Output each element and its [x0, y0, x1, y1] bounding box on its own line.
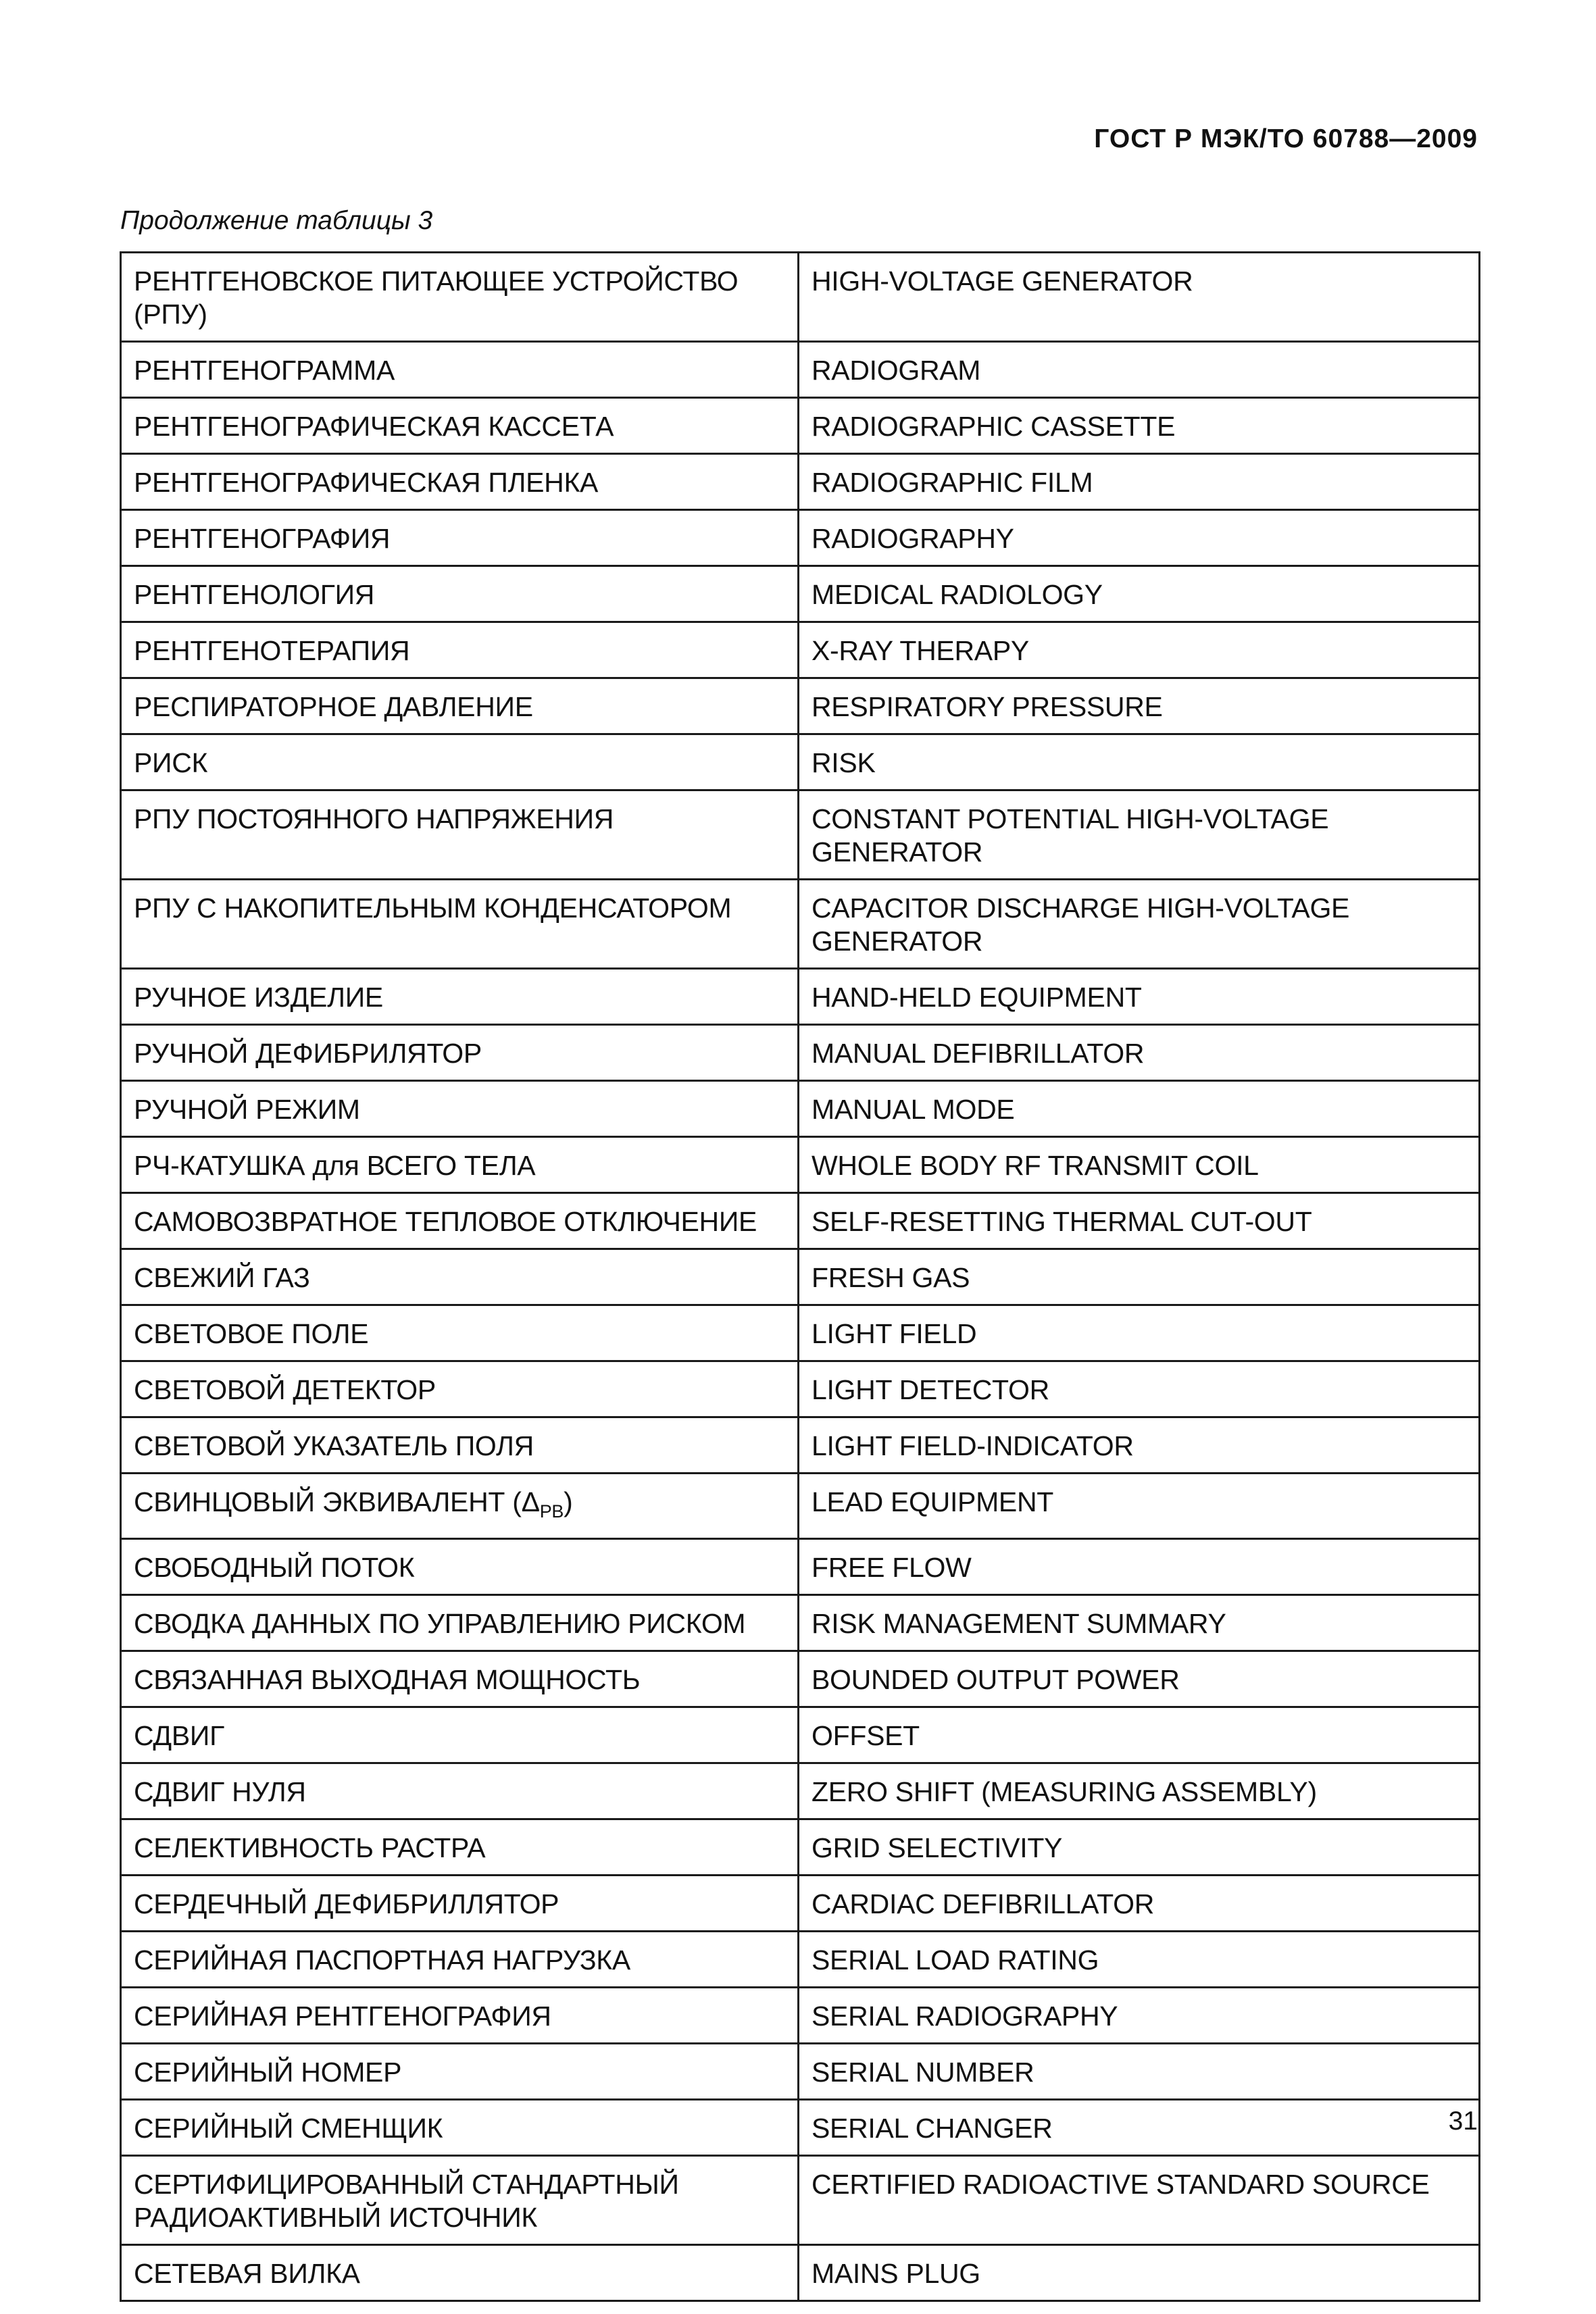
term-en: LIGHT FIELD — [812, 1318, 977, 1349]
term-ru: РПУ ПОСТОЯННОГО НАПРЯЖЕНИЯ — [134, 803, 614, 834]
table-row — [121, 1539, 1480, 1595]
term-en: CARDIAC DEFIBRILLATOR — [812, 1888, 1155, 1920]
term-ru-cell — [121, 1305, 799, 1361]
table-row — [121, 342, 1480, 398]
table-row — [121, 734, 1480, 790]
term-ru-cell — [121, 2156, 799, 2245]
term-en: RESPIRATORY PRESSURE — [812, 691, 1163, 722]
term-en-cell — [799, 1932, 1480, 1988]
term-ru: СЕРИЙНЫЙ СМЕНЩИК — [134, 2113, 443, 2144]
term-ru: СВЕТОВОЙ УКАЗАТЕЛЬ ПОЛЯ — [134, 1430, 534, 1461]
term-ru: СЕРИЙНЫЙ НОМЕР — [134, 2057, 402, 2088]
term-ru-cell — [121, 342, 799, 398]
term-ru: СЕТЕВАЯ ВИЛКА — [134, 2258, 360, 2290]
term-en: SERIAL CHANGER — [812, 2113, 1053, 2144]
term-en-cell — [799, 1417, 1480, 1474]
term-ru-cell — [121, 253, 799, 342]
table-row — [121, 1595, 1480, 1651]
term-en: WHOLE BODY RF TRANSMIT COIL — [812, 1150, 1259, 1181]
term-ru: РЕНТГЕНОГРАФИЧЕСКАЯ КАССЕТА — [134, 411, 614, 442]
term-en: RADIOGRAPHIC CASSETTE — [812, 411, 1176, 442]
term-ru: СВЕТОВОЕ ПОЛЕ — [134, 1318, 369, 1349]
term-ru: РЕНТГЕНОВСКОЕ ПИТАЮЩЕЕ УСТРОЙСТВО (РПУ) — [134, 266, 739, 330]
table-row — [121, 1137, 1480, 1193]
term-en-cell — [799, 1137, 1480, 1193]
term-en-cell — [799, 1249, 1480, 1305]
table-row — [121, 454, 1480, 510]
term-ru-cell — [121, 1137, 799, 1193]
term-ru: РУЧНОЕ ИЗДЕЛИЕ — [134, 982, 383, 1013]
term-en-cell — [799, 454, 1480, 510]
term-en-cell — [799, 1595, 1480, 1651]
term-en-cell — [799, 678, 1480, 734]
term-en-cell — [799, 566, 1480, 622]
term-ru: СЕРТИФИЦИРОВАННЫЙ СТАНДАРТНЫЙ РАДИОАКТИВНЫЙ ИСТОЧНИК — [134, 2169, 679, 2234]
table-row — [121, 1651, 1480, 1707]
term-ru-cell — [121, 880, 799, 969]
term-ru-cell — [121, 790, 799, 880]
term-en-cell — [799, 880, 1480, 969]
table-row — [121, 566, 1480, 622]
term-en-cell — [799, 1707, 1480, 1763]
term-en: RADIOGRAM — [812, 355, 981, 386]
term-en-cell — [799, 1819, 1480, 1876]
term-ru-cell — [121, 622, 799, 678]
term-en-cell — [799, 1988, 1480, 2044]
term-en-cell — [799, 1361, 1480, 1417]
table-row — [121, 2044, 1480, 2100]
term-ru: РУЧНОЙ ДЕФИБРИЛЯТОР — [134, 1038, 482, 1069]
table-row — [121, 1819, 1480, 1876]
table-row — [121, 622, 1480, 678]
term-en: MANUAL DEFIBRILLATOR — [812, 1038, 1145, 1069]
standard-code: ГОСТ Р МЭК/ТО 60788—2009 — [1094, 124, 1478, 153]
term-en: RISK — [812, 747, 876, 778]
term-ru-cell — [121, 510, 799, 566]
table-row — [121, 1707, 1480, 1763]
term-ru: СЕРДЕЧНЫЙ ДЕФИБРИЛЛЯТОР — [134, 1888, 559, 1920]
table-row — [121, 2100, 1480, 2156]
term-en-cell — [799, 1193, 1480, 1249]
term-ru-cell — [121, 1763, 799, 1819]
term-ru-cell — [121, 1474, 799, 1539]
term-ru: РПУ С НАКОПИТЕЛЬНЫМ КОНДЕНСАТОРОМ — [134, 892, 732, 924]
term-ru-cell — [121, 1249, 799, 1305]
term-en: MEDICAL RADIOLOGY — [812, 579, 1103, 610]
table-row — [121, 678, 1480, 734]
term-ru: СВОДКА ДАННЫХ ПО УПРАВЛЕНИЮ РИСКОМ — [134, 1608, 746, 1640]
term-ru-cell — [121, 1025, 799, 1081]
table-row — [121, 510, 1480, 566]
term-ru-cell — [121, 2044, 799, 2100]
term-en: FREE FLOW — [812, 1552, 972, 1584]
term-ru: РЕСПИРАТОРНОЕ ДАВЛЕНИЕ — [134, 691, 533, 722]
term-en-cell — [799, 969, 1480, 1025]
term-en-cell — [799, 1305, 1480, 1361]
term-ru: РЕНТГЕНОГРАФИЧЕСКАЯ ПЛЕНКА — [134, 467, 599, 498]
table-row — [121, 1025, 1480, 1081]
term-ru-cell — [121, 454, 799, 510]
term-en: SERIAL LOAD RATING — [812, 1944, 1099, 1976]
table-row — [121, 2156, 1480, 2245]
term-ru: РИСК — [134, 747, 208, 778]
table-row — [121, 1932, 1480, 1988]
term-en-cell — [799, 342, 1480, 398]
table-row — [121, 790, 1480, 880]
term-en-cell — [799, 1081, 1480, 1137]
term-ru-cell — [121, 398, 799, 454]
term-ru-cell — [121, 1651, 799, 1707]
term-en-cell — [799, 253, 1480, 342]
term-en: SERIAL NUMBER — [812, 2057, 1034, 2088]
term-en: X-RAY THERAPY — [812, 635, 1029, 666]
term-en-cell — [799, 1763, 1480, 1819]
term-en-cell — [799, 734, 1480, 790]
term-ru-cell — [121, 1539, 799, 1595]
term-en-cell — [799, 622, 1480, 678]
term-ru-cell — [121, 1193, 799, 1249]
term-ru: САМОВОЗВРАТНОЕ ТЕПЛОВОЕ ОТКЛЮЧЕНИЕ — [134, 1206, 757, 1237]
term-ru: РЕНТГЕНОГРАФИЯ — [134, 523, 391, 554]
table-row — [121, 1876, 1480, 1932]
term-en: HIGH-VOLTAGE GENERATOR — [812, 266, 1193, 297]
closing-paren: ) — [564, 1486, 573, 1517]
table-row — [121, 253, 1480, 342]
term-ru: СВИНЦОВЫЙ ЭКВИВАЛЕНТ ( — [134, 1486, 522, 1517]
term-en: ZERO SHIFT (MEASURING ASSEMBLY) — [812, 1776, 1317, 1808]
term-ru: РЕНТГЕНОТЕРАПИЯ — [134, 635, 410, 666]
term-ru-cell — [121, 2245, 799, 2301]
table-row — [121, 1193, 1480, 1249]
term-ru-cell — [121, 1932, 799, 1988]
term-ru-cell — [121, 1361, 799, 1417]
term-ru: СЕРИЙНАЯ РЕНТГЕНОГРАФИЯ — [134, 2001, 551, 2032]
term-en: LIGHT DETECTOR — [812, 1374, 1049, 1405]
term-ru-cell — [121, 566, 799, 622]
term-ru-cell — [121, 1819, 799, 1876]
terms-table-body — [121, 253, 1480, 2301]
term-ru: СВЕТОВОЙ ДЕТЕКТОР — [134, 1374, 436, 1405]
term-en: RADIOGRAPHY — [812, 523, 1014, 554]
term-en-cell — [799, 2245, 1480, 2301]
term-ru: СДВИГ — [134, 1720, 224, 1752]
term-en: SERIAL RADIOGRAPHY — [812, 2001, 1118, 2032]
term-en: CONSTANT POTENTIAL HIGH-VOLTAGE GENERATOR — [812, 803, 1329, 867]
term-ru: РУЧНОЙ РЕЖИМ — [134, 1094, 360, 1125]
table-row — [121, 1305, 1480, 1361]
term-ru-cell — [121, 969, 799, 1025]
table-row — [121, 398, 1480, 454]
term-en-cell — [799, 1876, 1480, 1932]
table-caption: Продолжение таблицы 3 — [120, 206, 433, 235]
term-ru-cell — [121, 1707, 799, 1763]
term-en-cell — [799, 2044, 1480, 2100]
term-ru-cell — [121, 2100, 799, 2156]
term-en: SELF-RESETTING THERMAL CUT-OUT — [812, 1206, 1312, 1237]
term-en-cell — [799, 398, 1480, 454]
term-en: MANUAL MODE — [812, 1094, 1015, 1125]
term-ru: СВОБОДНЫЙ ПОТОК — [134, 1552, 415, 1584]
term-en: FRESH GAS — [812, 1262, 970, 1293]
term-ru-cell — [121, 1595, 799, 1651]
delta-symbol: Δ — [521, 1486, 540, 1517]
table-row — [121, 1417, 1480, 1474]
term-ru: РЕНТГЕНОЛОГИЯ — [134, 579, 375, 610]
page-number: 31 — [1448, 2107, 1478, 2136]
term-en: HAND-HELD EQUIPMENT — [812, 982, 1142, 1013]
table-row — [121, 1763, 1480, 1819]
term-en-cell — [799, 1025, 1480, 1081]
term-en: MAINS PLUG — [812, 2258, 980, 2290]
table-row — [121, 1474, 1480, 1539]
term-en-cell — [799, 510, 1480, 566]
term-en-cell — [799, 790, 1480, 880]
table-row — [121, 2245, 1480, 2301]
term-en-cell — [799, 2156, 1480, 2245]
term-ru: СДВИГ НУЛЯ — [134, 1776, 306, 1808]
term-en: BOUNDED OUTPUT POWER — [812, 1664, 1180, 1696]
table-row — [121, 969, 1480, 1025]
term-en: GRID SELECTIVITY — [812, 1832, 1063, 1864]
term-ru-cell — [121, 734, 799, 790]
term-ru: СЕРИЙНАЯ ПАСПОРТНАЯ НАГРУЗКА — [134, 1944, 630, 1976]
terms-table — [120, 251, 1480, 2302]
table-row — [121, 1361, 1480, 1417]
term-en: LEAD EQUIPMENT — [812, 1486, 1054, 1517]
pb-subscript: PB — [539, 1501, 564, 1522]
term-en: CAPACITOR DISCHARGE HIGH-VOLTAGE GENERATOR — [812, 892, 1350, 957]
term-en-cell — [799, 1539, 1480, 1595]
term-ru-cell — [121, 1081, 799, 1137]
term-en-cell — [799, 1474, 1480, 1539]
term-ru: РЕНТГЕНОГРАММА — [134, 355, 395, 386]
term-en-cell — [799, 1651, 1480, 1707]
term-ru: СВЕЖИЙ ГАЗ — [134, 1262, 310, 1293]
table-row — [121, 1081, 1480, 1137]
term-ru: СВЯЗАННАЯ ВЫХОДНАЯ МОЩНОСТЬ — [134, 1664, 641, 1696]
term-ru-cell — [121, 1988, 799, 2044]
term-ru-cell — [121, 678, 799, 734]
term-en: RADIOGRAPHIC FILM — [812, 467, 1093, 498]
table-row — [121, 1988, 1480, 2044]
term-en: OFFSET — [812, 1720, 920, 1752]
term-en: CERTIFIED RADIOACTIVE STANDARD SOURCE — [812, 2169, 1430, 2200]
table-row — [121, 1249, 1480, 1305]
term-ru: РЧ-КАТУШКА для ВСЕГО ТЕЛА — [134, 1150, 536, 1181]
term-ru-cell — [121, 1417, 799, 1474]
term-en: LIGHT FIELD-INDICATOR — [812, 1430, 1134, 1461]
term-en-cell — [799, 2100, 1480, 2156]
table-row — [121, 880, 1480, 969]
term-en: RISK MANAGEMENT SUMMARY — [812, 1608, 1226, 1640]
term-ru-cell — [121, 1876, 799, 1932]
term-ru: СЕЛЕКТИВНОСТЬ РАСТРА — [134, 1832, 486, 1864]
